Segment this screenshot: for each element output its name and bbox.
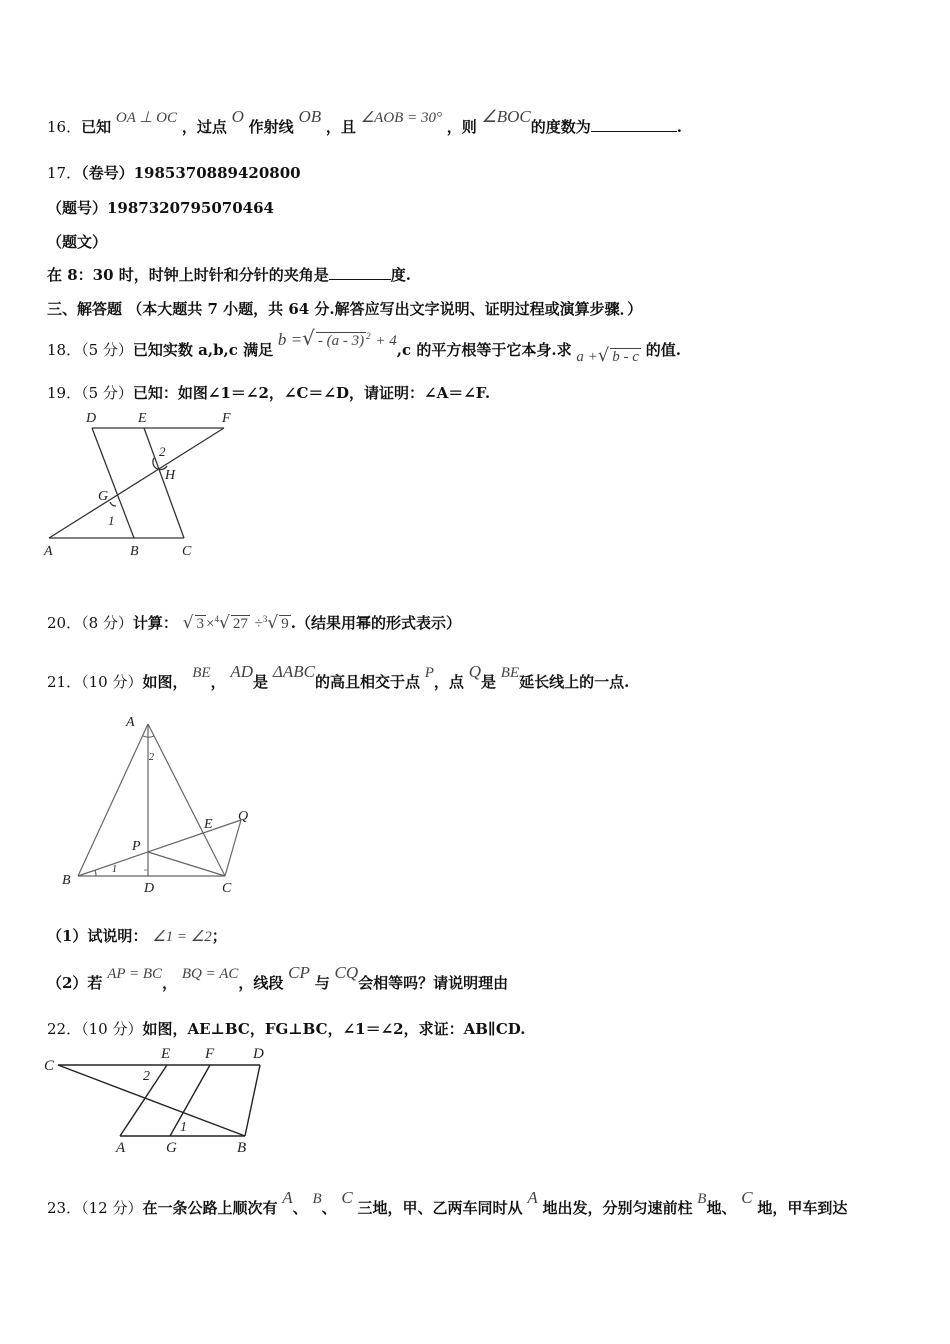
label-d: D: [253, 1046, 264, 1062]
angle-1-arc: [95, 870, 96, 876]
q17-number-line: 17．（卷号）1985370889420800: [47, 164, 301, 182]
label-a: A: [126, 715, 135, 730]
label-d: D: [144, 881, 155, 896]
label-b: B: [130, 544, 139, 559]
label-c: C: [44, 1058, 55, 1074]
label-g: G: [98, 489, 109, 504]
section-3-heading: 三、解答题 （本大题共 7 小题，共 64 分.解答应写出文字说明、证明过程或演算步骤．）: [47, 300, 643, 318]
label-g: G: [166, 1140, 177, 1156]
label-angle-2: 2: [159, 444, 166, 459]
label-angle-1: 1: [180, 1120, 187, 1135]
line-bd: [245, 1065, 260, 1136]
answer-blank: [329, 279, 391, 280]
q21-figure: [58, 712, 268, 902]
label-c: C: [222, 881, 232, 896]
label-angle-2: 2: [143, 1069, 150, 1084]
label-c: C: [182, 544, 192, 559]
q21-sub2: （2）若 AP = BC， BQ = AC，线段 CP 与 CQ会相等吗？请说明理由: [47, 963, 509, 992]
q21-sub1: （1）试说明： ∠1 = ∠2；: [47, 927, 227, 945]
angle-1-arc: [110, 502, 116, 506]
label-f: F: [205, 1046, 215, 1062]
line-af: [49, 428, 224, 538]
label-d: D: [86, 411, 97, 426]
q18: 18．（5 分）已知实数 a,b,c 满足 b =√ - (a - 3) $^2$ + 4,c 的平方根等于它本身.求 a +√ b - c 的值.: [47, 326, 681, 366]
label-angle-2: 2: [149, 752, 154, 763]
q17-tiwen: （题文）: [47, 233, 108, 251]
line-cb: [58, 1065, 245, 1136]
q20: 20．（8 分）计算： √ 3 ×$^4$√ 27 ÷$^3$√ 9 .（结果用幂的形式表示）: [47, 613, 461, 633]
q21: 21．（10 分）如图， BE， AD是 ΔABC的高且相交于点 P，点 Q是 BE延长线上的一点.: [47, 662, 630, 691]
q19: 19．（5 分）已知：如图∠1＝∠2，∠C＝∠D，请证明：∠A＝∠F.: [47, 384, 491, 402]
label-e: E: [204, 817, 213, 832]
q23: 23．（12 分）在一条公路上顺次有 A、 B、 C 三地，甲、乙两车同时从 A 地出发，分别匀速前柱 B地、 C 地，甲车到达: [47, 1188, 848, 1217]
label-f: F: [222, 411, 231, 426]
line-ac: [148, 724, 225, 876]
label-b: B: [237, 1140, 247, 1156]
q22-figure: [40, 1045, 280, 1155]
label-p: P: [132, 839, 141, 854]
line-bq: [78, 820, 241, 876]
line-gf: [170, 1065, 210, 1136]
label-b: B: [62, 873, 71, 888]
q16: 16．已知 OA ⊥ OC ，过点 O 作射线 OB ，且 ∠AOB = 30° ，则 ∠BOC的度数为 .: [47, 107, 683, 136]
label-a: A: [116, 1140, 126, 1156]
label-e: E: [161, 1046, 171, 1062]
label-e: E: [138, 411, 147, 426]
label-angle-1: 1: [112, 864, 117, 875]
q17-tihao: （题号）1987320795070464: [47, 199, 274, 217]
line-cq: [225, 820, 241, 876]
label-q: Q: [238, 809, 249, 824]
label-angle-1: 1: [108, 513, 115, 528]
label-h: H: [165, 468, 176, 483]
label-a: A: [44, 544, 53, 559]
line-pc: [148, 852, 225, 876]
q19-figure: [44, 408, 244, 558]
q17-body: 在 8：30 时，时钟上时针和分针的夹角是 度.: [47, 266, 411, 284]
answer-blank: [591, 131, 677, 132]
q16-math-oa-perp-oc: OA ⊥ OC: [115, 110, 178, 126]
q22: 22．（10 分）如图，AE⊥BC，FG⊥BC，∠1＝∠2，求证：AB∥CD.: [47, 1020, 526, 1038]
